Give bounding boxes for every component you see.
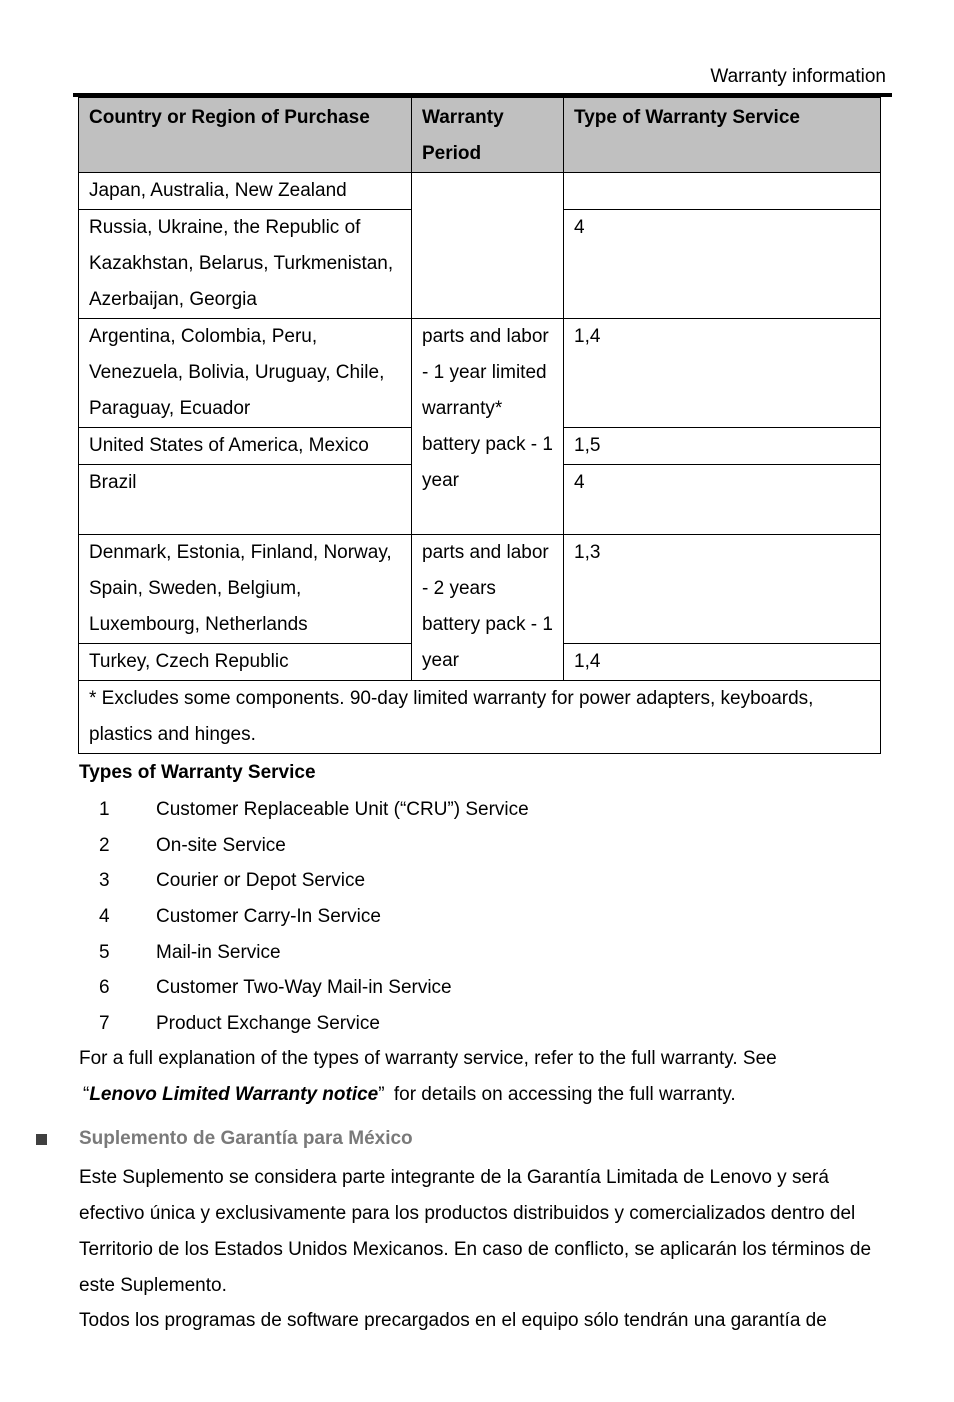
service-cell <box>564 173 881 210</box>
item-label: Customer Replaceable Unit (“CRU”) Service <box>156 799 529 820</box>
table-footnote: * Excludes some components. 90-day limited warranty for power adapters, keyboards, plastics and hinges. <box>79 681 881 754</box>
region-cell: Russia, Ukraine, the Republic of Kazakhstan, Belarus, Turkmenistan, Azerbaijan, Georgia <box>79 210 412 319</box>
list-item <box>99 935 529 971</box>
item-number: 1 <box>99 799 110 820</box>
column-header-region: Country or Region of Purchase <box>79 98 412 173</box>
item-number: 3 <box>99 870 110 892</box>
service-cell: 1,4 <box>564 319 881 428</box>
region-cell: Argentina, Colombia, Peru, Venezuela, Bolivia, Uruguay, Chile, Paraguay, Ecuador <box>79 319 412 428</box>
table-row <box>79 319 881 428</box>
list-item <box>99 863 529 899</box>
item-number: 2 <box>99 834 110 856</box>
square-bullet-icon <box>36 1134 47 1145</box>
page-header-title: Warranty information <box>710 66 886 87</box>
list-item <box>99 792 529 828</box>
item-label: Courier or Depot Service <box>156 870 366 892</box>
item-number: 6 <box>99 977 110 999</box>
column-header-period: Warranty Period <box>412 98 564 173</box>
item-number: 5 <box>99 941 110 963</box>
region-cell: Turkey, Czech Republic <box>79 644 412 681</box>
supplement-paragraph-1: Este Suplemento se considera parte integrante de la Garantía Limitada de Lenovo y será efectivo única y exclusivamente para los productos distribuidos y comercializados dentro del Territorio de los Estados Unidos Mexicanos. En caso de conflicto, se aplicarán los términos de este Suplemento. <box>79 1167 872 1296</box>
item-label: Customer Carry-In Service <box>156 906 381 928</box>
explanation-paragraph <box>79 1041 889 1113</box>
types-heading: Types of Warranty Service <box>79 762 316 783</box>
service-cell: 4 <box>564 465 881 535</box>
list-item <box>99 899 529 935</box>
quote-close: ” <box>378 1084 385 1105</box>
supplement-paragraph-2: Todos los programas de software precargados en el equipo sólo tendrán una garantía de <box>79 1310 827 1331</box>
service-cell: 1,3 <box>564 535 881 644</box>
service-cell: 4 <box>564 210 881 319</box>
region-cell: Denmark, Estonia, Finland, Norway, Spain, Sweden, Belgium, Luxembourg, Netherlands <box>79 535 412 644</box>
region-cell: United States of America, Mexico <box>79 428 412 465</box>
supplement-heading: Suplemento de Garantía para México <box>79 1128 413 1149</box>
service-cell: 1,4 <box>564 644 881 681</box>
column-header-service: Type of Warranty Service <box>564 98 881 173</box>
warranty-table <box>78 97 881 754</box>
item-label: On-site Service <box>156 834 286 856</box>
list-item <box>99 970 529 1006</box>
quote-open: “ <box>83 1084 90 1105</box>
item-label: Mail-in Service <box>156 941 281 963</box>
period-cell: parts and labor - 1 year limited warranty* battery pack - 1 year <box>412 319 564 535</box>
table-header-row <box>79 98 881 173</box>
service-cell: 1,5 <box>564 428 881 465</box>
item-label: Customer Two-Way Mail-in Service <box>156 977 452 999</box>
table-row <box>79 173 881 210</box>
period-cell-empty <box>412 173 564 319</box>
table-footnote-row <box>79 681 881 754</box>
region-cell: Japan, Australia, New Zealand <box>79 173 412 210</box>
types-list <box>99 792 529 1042</box>
explanation-text-2: for details on accessing the full warranty. <box>388 1084 736 1105</box>
warranty-notice-reference: Lenovo Limited Warranty notice <box>89 1084 379 1105</box>
region-cell: Brazil <box>79 465 412 535</box>
period-cell: parts and labor - 2 years battery pack - 1 year <box>412 535 564 681</box>
list-item <box>99 1006 529 1042</box>
item-number: 4 <box>99 906 110 928</box>
explanation-text: For a full explanation of the types of warranty service, refer to the full warranty. See <box>79 1048 777 1069</box>
list-item <box>99 828 529 864</box>
table-row <box>79 535 881 644</box>
item-number: 7 <box>99 1013 110 1035</box>
item-label: Product Exchange Service <box>156 1013 380 1035</box>
